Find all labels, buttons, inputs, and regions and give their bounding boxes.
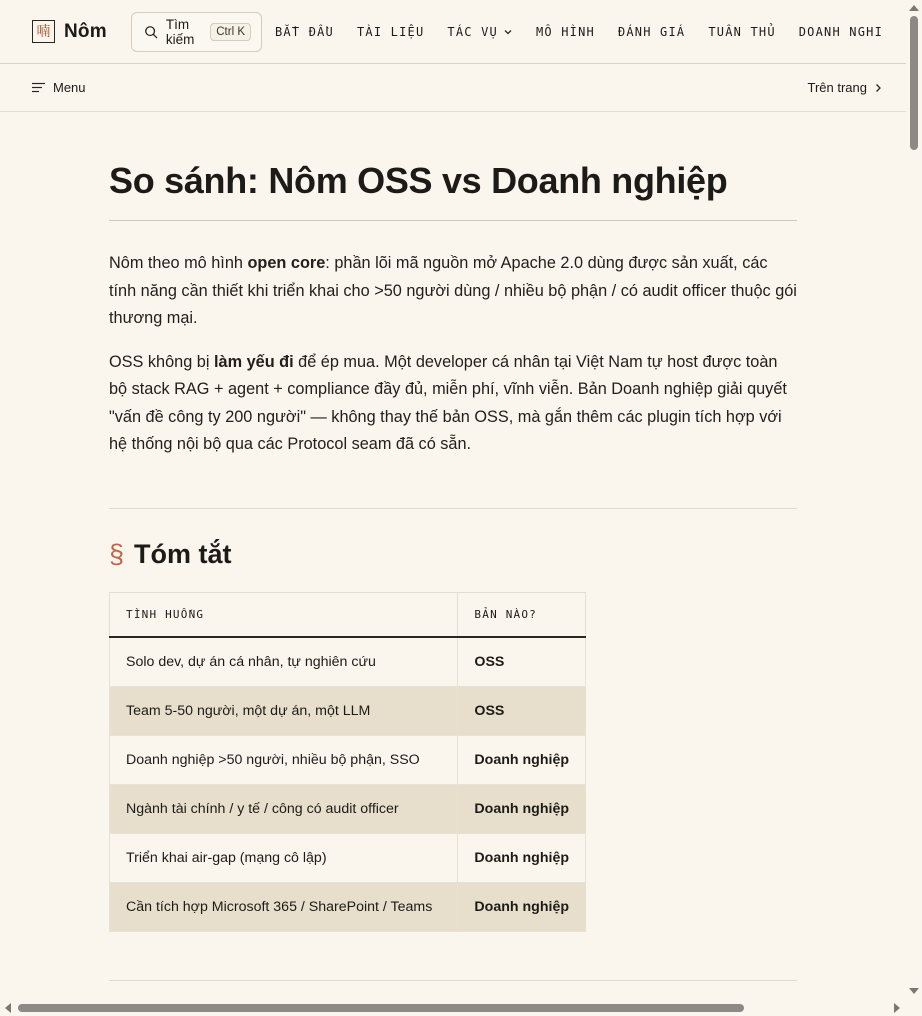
section-heading-summary [109, 537, 797, 571]
intro-text-c: : phần lõi mã nguồn mở Apache 2.0 dùng được sản xuất, các tính năng cần thiết khi triển khai cho >50 người dùng / nhiều bộ phận / có audit officer thuộc gói thương mại. [109, 254, 797, 327]
page-title: So sánh: Nôm OSS vs Doanh nghiệp [109, 160, 728, 201]
cell-situation: Triển khai air-gap (mạng cô lập) [110, 833, 458, 882]
column-header-situation: TÌNH HUỐNG [110, 592, 458, 637]
nav-item-models[interactable]: MÔ HÌNH [535, 24, 595, 39]
cell-edition: Doanh nghiệp [458, 784, 586, 833]
logo-link[interactable] [32, 20, 107, 43]
nav-item-tasks[interactable] [447, 25, 513, 39]
intro-text-a: Nôm theo mô hình [109, 254, 248, 272]
menu-button-label: Menu [53, 80, 86, 95]
menu-icon [32, 82, 45, 93]
search-placeholder: Tìm kiếm [165, 16, 195, 47]
oss-text-c: để ép mua. Một developer cá nhân tại Việt Nam tự host được toàn bộ stack RAG + agent + compliance đầy đủ, miễn phí, vĩnh viễn. Bản Doanh nghiệp giải quyết "vấn đề công ty 200 người" — không thay thế bản OSS, mà gắn thêm các plugin tích hợp với hệ thống nội bộ qua các Protocol seam đã có sẵn. [109, 352, 787, 453]
table-row [110, 735, 586, 784]
section-mark: § [109, 538, 125, 569]
menu-button[interactable] [32, 80, 86, 95]
nav-item-enterprise[interactable]: DOANH NGHI [798, 24, 883, 39]
cell-situation: Team 5-50 người, một dự án, một LLM [110, 686, 458, 735]
scroll-right-arrow-icon[interactable] [894, 1003, 900, 1013]
summary-table [109, 592, 586, 932]
oss-text-bold: làm yếu đi [214, 352, 294, 371]
vertical-scroll-thumb[interactable] [910, 16, 918, 150]
logo-icon: 喃 [32, 20, 55, 43]
horizontal-scroll-thumb[interactable] [18, 1004, 744, 1012]
nav-item-tasks-label: TÁC VỤ [447, 24, 498, 39]
scroll-left-arrow-icon[interactable] [5, 1003, 11, 1013]
chevron-down-icon [503, 27, 513, 37]
nav-item-getting-started[interactable]: BẮT ĐẦU [275, 24, 334, 39]
cell-situation: Cần tích hợp Microsoft 365 / SharePoint / Teams [110, 882, 458, 931]
oss-text-a: OSS không bị [109, 352, 214, 371]
cell-situation: Solo dev, dự án cá nhân, tự nghiên cứu [110, 637, 458, 686]
intro-text-bold: open core [247, 254, 326, 272]
article-content [109, 112, 797, 981]
table-row [110, 882, 586, 931]
table-row [110, 637, 586, 686]
logo-text: Nôm [64, 20, 107, 42]
cell-edition: OSS [458, 637, 586, 686]
column-header-edition: BẢN NÀO? [458, 592, 586, 637]
scrollbar-corner [906, 1000, 922, 1016]
table-header-row [110, 592, 586, 637]
horizontal-scrollbar[interactable] [0, 1000, 906, 1016]
cell-edition: OSS [458, 686, 586, 735]
table-row [110, 686, 586, 735]
cell-edition: Doanh nghiệp [458, 833, 586, 882]
search-shortcut-badge: Ctrl K [210, 23, 251, 41]
cell-edition: Doanh nghiệp [458, 735, 586, 784]
vertical-scrollbar[interactable] [906, 0, 922, 1000]
oss-paragraph [109, 349, 797, 459]
nav-item-compliance[interactable]: TUÂN THỦ [708, 24, 776, 39]
top-header [0, 0, 906, 64]
section-divider-bottom [109, 980, 797, 981]
title-divider [109, 220, 797, 221]
scroll-down-arrow-icon[interactable] [909, 988, 919, 994]
main-nav [275, 25, 906, 39]
search-box[interactable] [131, 12, 262, 52]
cell-situation: Ngành tài chính / y tế / công có audit officer [110, 784, 458, 833]
chevron-right-icon [874, 83, 882, 93]
search-icon [144, 25, 158, 39]
section-title: Tóm tắt [134, 538, 232, 569]
cell-edition: Doanh nghiệp [458, 882, 586, 931]
table-row [110, 784, 586, 833]
sub-toolbar [0, 64, 906, 112]
scroll-up-arrow-icon[interactable] [909, 5, 919, 11]
section-divider [109, 508, 797, 509]
cell-situation: Doanh nghiệp >50 người, nhiều bộ phận, SSO [110, 735, 458, 784]
nav-item-evaluation[interactable]: ĐÁNH GIÁ [617, 24, 686, 39]
table-row [110, 833, 586, 882]
intro-paragraph [109, 250, 797, 333]
nav-item-docs[interactable]: TÀI LIỆU [356, 24, 425, 39]
on-page-label: Trên trang [807, 80, 867, 95]
on-page-button[interactable] [808, 80, 883, 95]
